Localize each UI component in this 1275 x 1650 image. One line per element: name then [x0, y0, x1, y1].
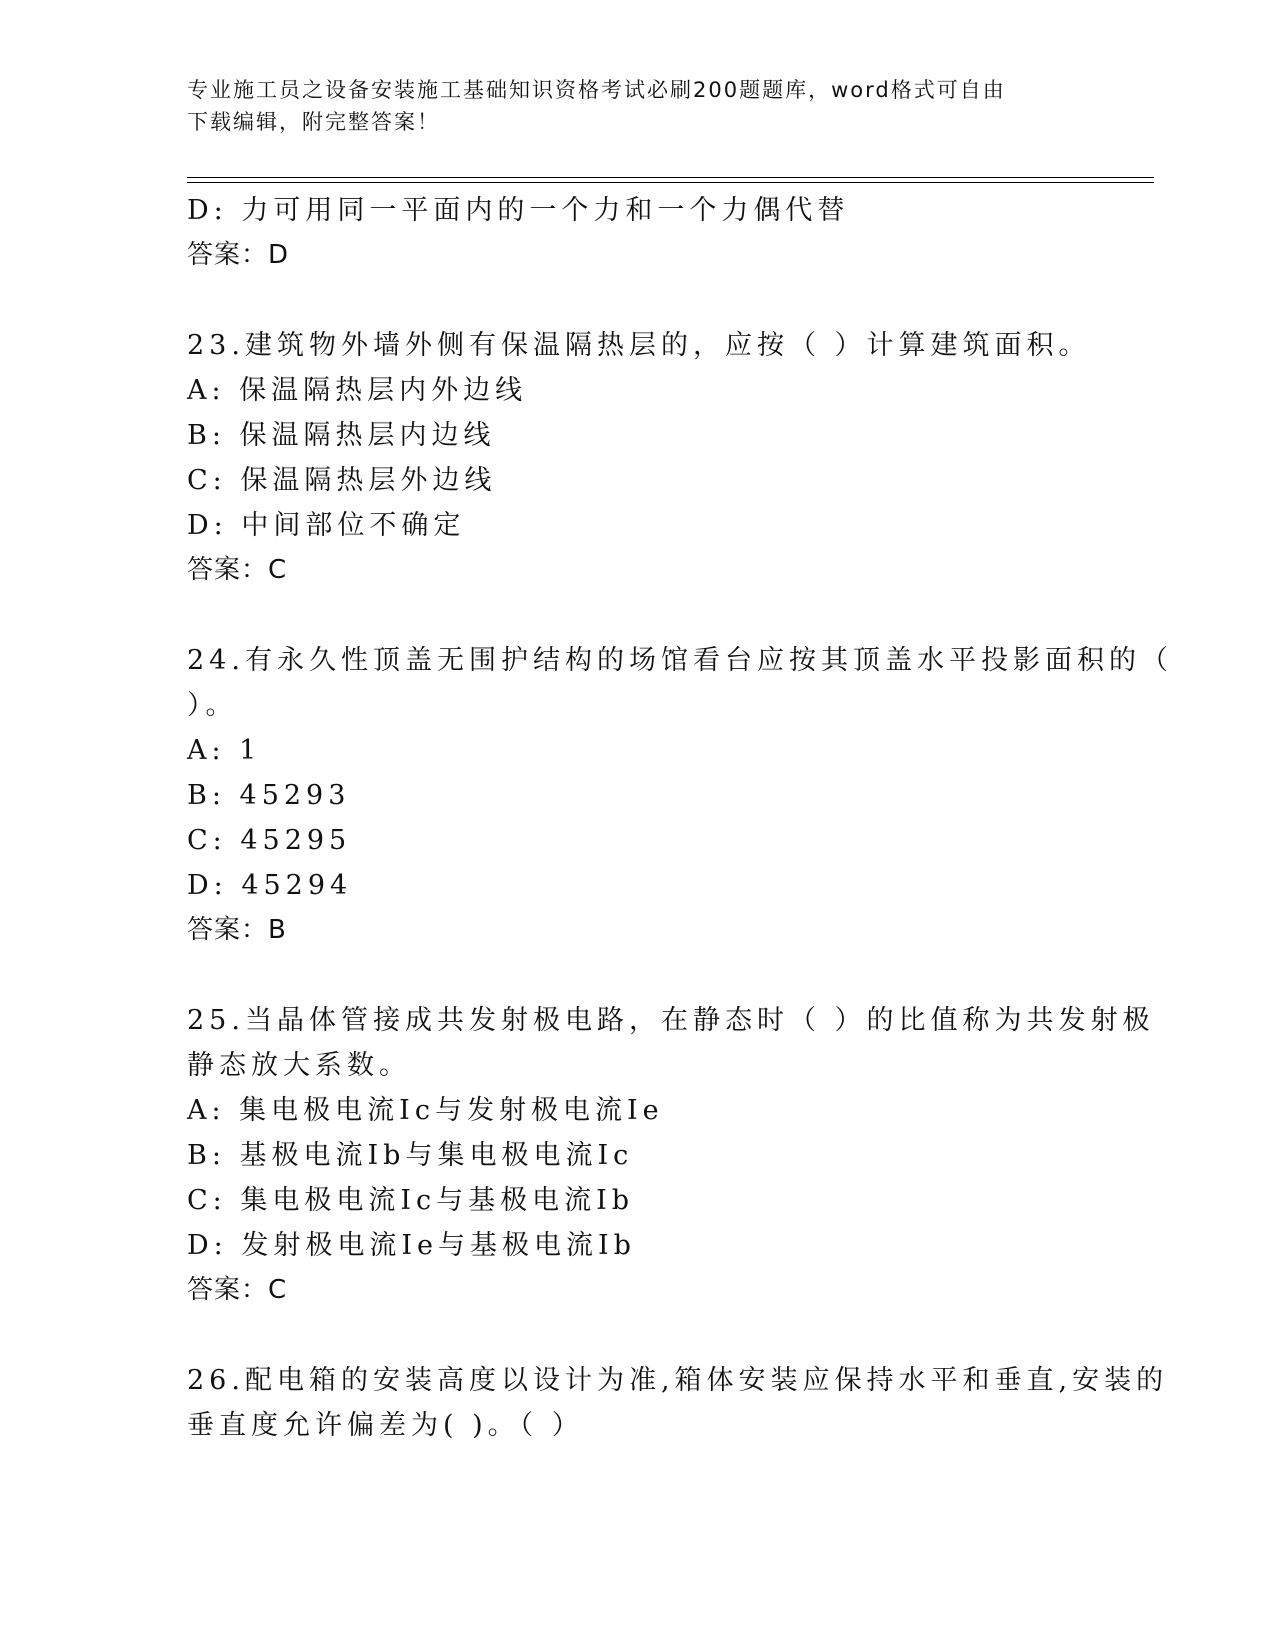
option-c: C: 保温隔热层外边线	[187, 465, 497, 496]
question-list	[187, 188, 1173, 1448]
option-b: B: 基极电流Ib与集电极电流Ic	[187, 1140, 634, 1171]
option-b: B: 45293	[187, 780, 351, 811]
option-d: D: 45294	[187, 870, 353, 901]
option-a: A: 集电极电流Ic与发射极电流Ie	[187, 1095, 664, 1126]
question-stem-line-2: 垂直度允许偏差为( )。（ ）	[187, 1410, 584, 1441]
option-d: D: 发射极电流Ie与基极电流Ib	[187, 1230, 636, 1261]
question-22-tail	[187, 188, 1087, 278]
question-25	[187, 998, 1155, 1313]
question-stem: 23.建筑物外墙外侧有保温隔热层的，应按（ ）计算建筑面积。	[187, 330, 1091, 361]
header-line-1: 专业施工员之设备安装施工基础知识资格考试必刷200题题库，word格式可自由	[187, 78, 1006, 102]
option-c: C: 45295	[187, 825, 352, 856]
answer-line: 答案：C	[187, 1275, 288, 1305]
question-23	[187, 323, 1091, 593]
option-d: D: 中间部位不确定	[187, 510, 466, 541]
header-divider-top	[187, 177, 1154, 178]
option-a: A: 保温隔热层内外边线	[187, 375, 528, 406]
answer-line: 答案：C	[187, 555, 288, 585]
option-d: D: 力可用同一平面内的一个力和一个力偶代替	[187, 195, 850, 226]
question-stem-line-1: 24.有永久性顶盖无围护结构的场馆看台应按其顶盖水平投影面积的（	[187, 645, 1173, 676]
question-24	[187, 638, 1173, 953]
question-stem-line-1: 26.配电箱的安装高度以设计为准,箱体安装应保持水平和垂直,安装的	[187, 1365, 1169, 1396]
question-stem-line-2: ）。	[187, 690, 238, 721]
answer-line: 答案：D	[187, 240, 290, 270]
option-a: A: 1	[187, 735, 262, 766]
question-26	[187, 1358, 1169, 1448]
option-b: B: 保温隔热层内边线	[187, 420, 496, 451]
question-stem-line-2: 静态放大系数。	[187, 1050, 411, 1081]
option-c: C: 集电极电流Ic与基极电流Ib	[187, 1185, 635, 1216]
header-line-2: 下载编辑，附完整答案！	[187, 110, 440, 134]
answer-line: 答案：B	[187, 915, 287, 945]
question-stem-line-1: 25.当晶体管接成共发射极电路，在静态时（ ）的比值称为共发射极	[187, 1005, 1155, 1036]
document-header	[187, 74, 1087, 138]
header-divider-bottom	[187, 182, 1154, 183]
